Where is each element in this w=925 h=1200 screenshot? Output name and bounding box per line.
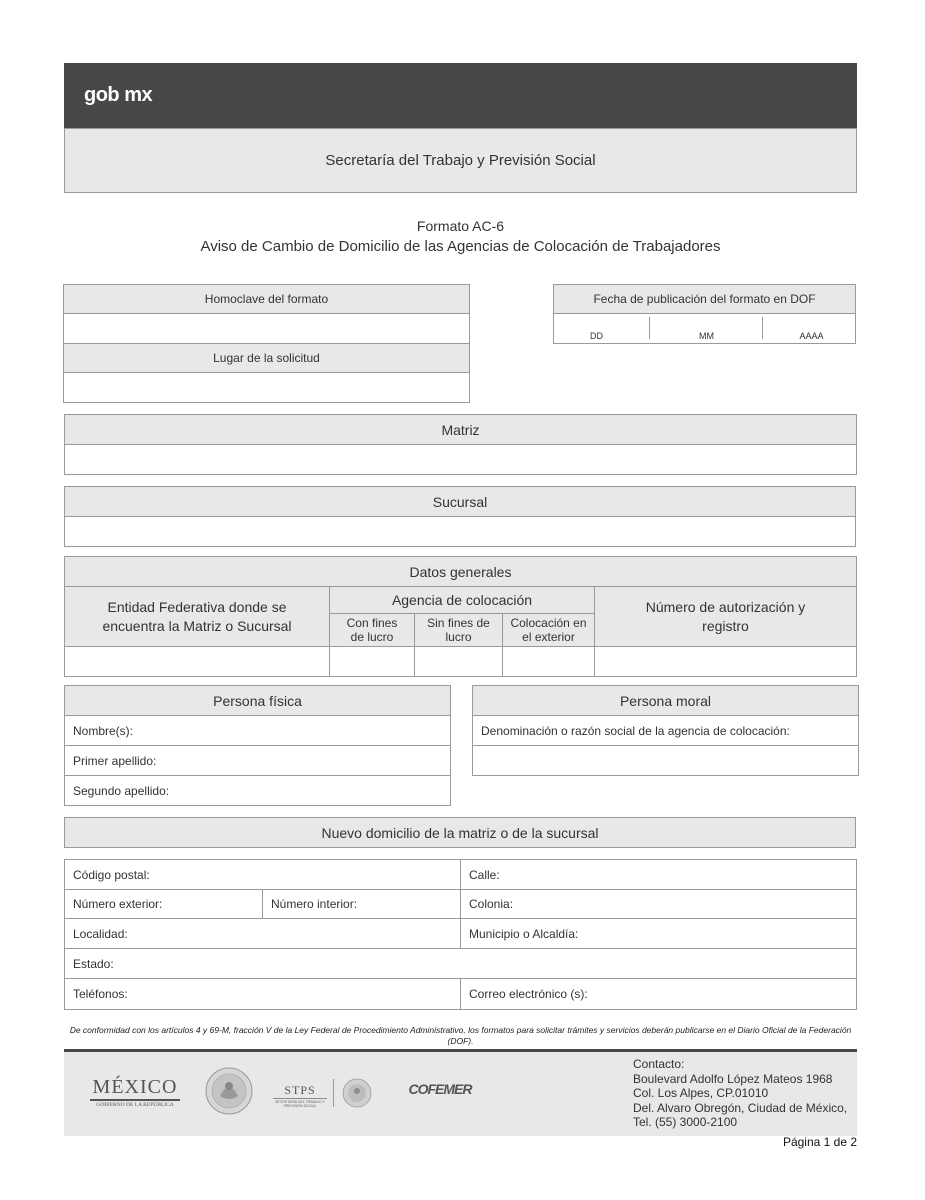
agencia-colocacion-label: Agencia de colocación	[329, 586, 595, 614]
form-title: Aviso de Cambio de Domicilio de las Agencias de Colocación de Trabajadores	[200, 238, 721, 255]
stps-logo-line	[273, 1098, 327, 1099]
form-code: Formato AC-6	[416, 218, 505, 234]
stps-seal-icon	[342, 1078, 372, 1108]
date-dd-label: DD	[590, 331, 603, 341]
sucursal-field[interactable]	[64, 516, 856, 547]
nuevo-domicilio-title: Nuevo domicilio de la matriz o de la sucursal	[64, 817, 856, 848]
stps-logo-subtitle: SECRETARÍA DEL TRABAJO Y PREVISIÓN SOCIAL	[275, 1100, 325, 1108]
header-bar	[64, 63, 857, 129]
page-number: Página 1 de 2	[782, 1135, 857, 1149]
nombre-field[interactable]: Nombre(s):	[64, 715, 451, 746]
telefonos-field[interactable]: Teléfonos:	[64, 978, 461, 1010]
gobmx-logo: gob mx	[84, 84, 153, 106]
fecha-publicacion-field[interactable]	[553, 313, 856, 344]
denominacion-label: Denominación o razón social de la agencia de colocación:	[472, 715, 859, 746]
con-fines-lucro-field[interactable]	[329, 646, 415, 677]
persona-moral-title: Persona moral	[472, 685, 859, 716]
numero-interior-field[interactable]: Número interior:	[262, 889, 461, 919]
correo-field[interactable]: Correo electrónico (s):	[460, 978, 857, 1010]
con-fines-lucro-label: Con fines de lucro	[329, 613, 415, 647]
localidad-field[interactable]: Localidad:	[64, 918, 461, 949]
persona-fisica-title: Persona física	[64, 685, 451, 716]
sin-fines-lucro-label: Sin fines de lucro	[414, 613, 503, 647]
lugar-label: Lugar de la solicitud	[63, 343, 470, 373]
contact-block	[633, 1057, 847, 1130]
ministry-name: Secretaría del Trabajo y Previsión Social	[64, 128, 857, 193]
lugar-field[interactable]	[63, 372, 470, 403]
numero-exterior-field[interactable]: Número exterior:	[64, 889, 263, 919]
date-divider	[762, 317, 763, 339]
contact-phone: Tel. (55) 3000-2100	[633, 1115, 738, 1129]
legal-note: De conformidad con los artículos 4 y 69-M, fracción V de la Ley Federal de Procedimiento Administrativo, los formatos para solicitar trámites y servicios deberán publicarse en el Diario Oficial de la Federación (DOF).	[69, 1025, 852, 1046]
municipio-field[interactable]: Municipio o Alcaldía:	[460, 918, 857, 949]
codigo-postal-field[interactable]: Código postal:	[64, 859, 461, 890]
stps-divider	[333, 1079, 334, 1107]
date-divider	[649, 317, 650, 339]
stps-logo: STPS	[284, 1083, 316, 1097]
contact-address: Boulevard Adolfo López Mateos 1968	[633, 1071, 833, 1086]
datos-generales-title: Datos generales	[64, 556, 857, 587]
homoclave-field[interactable]	[63, 313, 470, 344]
coat-of-arms-icon	[204, 1066, 254, 1116]
cofemer-logo: COFEMER	[408, 1081, 472, 1097]
segundo-apellido-field[interactable]: Segundo apellido:	[64, 775, 451, 806]
colocacion-exterior-label: Colocación en el exterior	[502, 613, 595, 647]
numero-autorizacion-label: Número de autorización y registro	[594, 586, 857, 647]
contact-colonia: Col. Los Alpes, CP.01010	[633, 1086, 769, 1100]
matriz-title: Matriz	[64, 414, 857, 445]
numero-autorizacion-field[interactable]	[594, 646, 857, 677]
fecha-publicacion-label: Fecha de publicación del formato en DOF	[553, 284, 856, 314]
sin-fines-lucro-field[interactable]	[414, 646, 503, 677]
date-aaaa-label: AAAA	[799, 331, 824, 341]
entidad-federativa-label: Entidad Federativa donde se encuentra la Matriz o Sucursal	[64, 586, 330, 647]
mexico-logo-line	[90, 1099, 180, 1101]
mexico-logo: MÉXICO	[92, 1076, 178, 1098]
date-mm-label: MM	[699, 331, 714, 341]
entidad-federativa-field[interactable]	[64, 646, 330, 677]
calle-field[interactable]: Calle:	[460, 859, 857, 890]
homoclave-label: Homoclave del formato	[63, 284, 470, 314]
colonia-field[interactable]: Colonia:	[460, 889, 857, 919]
colocacion-exterior-field[interactable]	[502, 646, 595, 677]
matriz-field[interactable]	[64, 444, 857, 475]
sucursal-title: Sucursal	[64, 486, 856, 517]
contact-delegacion: Del. Alvaro Obregón, Ciudad de México,	[633, 1100, 848, 1115]
estado-field[interactable]: Estado:	[64, 948, 857, 979]
primer-apellido-field[interactable]: Primer apellido:	[64, 745, 451, 776]
contact-title: Contacto:	[633, 1057, 685, 1071]
mexico-logo-subtitle: GOBIERNO DE LA REPÚBLICA	[96, 1102, 174, 1108]
denominacion-field[interactable]	[472, 745, 859, 776]
